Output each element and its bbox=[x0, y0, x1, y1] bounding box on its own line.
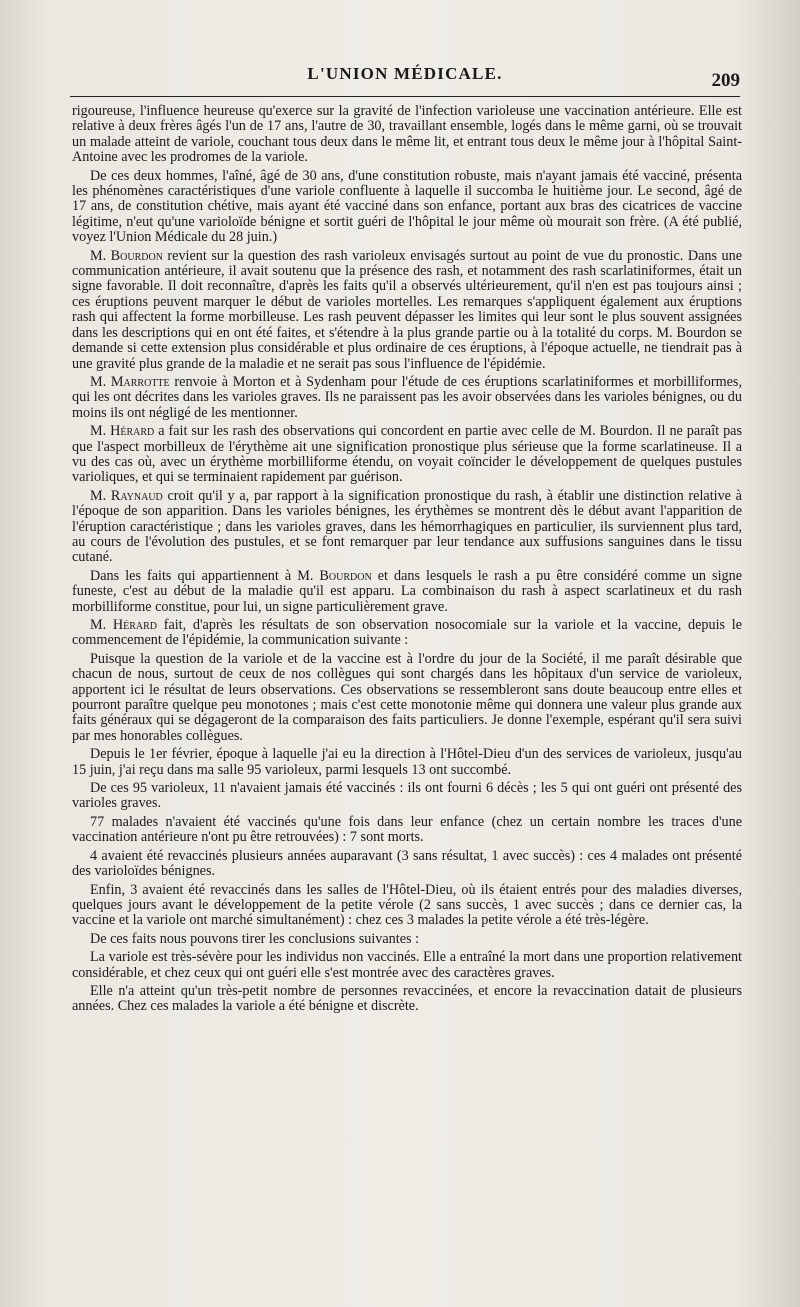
text-body bbox=[72, 104, 742, 1018]
speaker-name: M. Bourdon bbox=[90, 247, 163, 264]
speaker-name: M. Raynaud bbox=[90, 487, 163, 504]
paragraph-8: M. Hérard fait, d'après les résultats de son observation nosocomiale sur la variole et la vaccine, depuis le commencement de l'épidémie, la communication suivante : bbox=[72, 617, 742, 649]
paragraph-6: M. Raynaud croit qu'il y a, par rapport à la signification pronostique du rash, à établir une distinction relative à l'époque de son apparition. Dans les varioles bénignes, les érythèmes se montrent dès le début avant l'apparition de l'éruption caractéristique ; dans les varioles graves, dans les hémorrhagiques en particulier, ils surviennent plus tard, au cours de l'évolution des pustules, et se font remarquer par leur tendance aux suffusions sanguines dans le tissu cutané. bbox=[72, 487, 742, 566]
paragraph-3: M. Bourdon revient sur la question des rash varioleux envisagés surtout au point de vue du pronostic. Dans une communication antérieure, il avait soutenu que la présence des rash, et notamment des rash scarlatiniformes, était un signe favorable. Il doit reconnaître, d'après les faits qu'il a observés ultérieurement, qu'il n'en est pas toujours ainsi ; ces éruptions peuvent marquer le début de varioles mortelles. Les remarques s'appliquent également aux éruptions rash qui affectent la forme morbilleuse. Les rash peuvent dépasser les limites qui leur sont le plus souvent assignées dans les descriptions qui en ont été faites, et s'étendre à la plus grande partie ou à la totalité du corps. M. Bourdon se demande si cette extension plus considérable et plus ordinaire de ces éruptions, à l'époque actuelle, ne tiendrait pas à une gravité plus grande de la maladie et ne serait pas sous l'influence de l'épidémie. bbox=[72, 247, 742, 372]
paragraph-9: Puisque la question de la variole et de la vaccine est à l'ordre du jour de la Société, il me paraît désirable que chacun de nous, surtout de ceux de nos collègues qui sont chargés dans les hôpitaux d'un service de varioleux, apportent ici le résultat de leurs observations. Ces observations se ressembleront sans doute beaucoup entre elles et pourront paraître quelque peu monotones ; mais c'est cette monotonie même qui donnera une valeur plus grande aux faits généraux qui se dégageront de la comparaison des faits particuliers. Je donne l'exemple, espérant qu'il sera suivi par mes honorables collègues. bbox=[72, 650, 742, 744]
paragraph-13: 4 avaient été revaccinés plusieurs années auparavant (3 sans résultat, 1 avec succès) : ces 4 malades ont présenté des varioloïdes bénignes. bbox=[72, 847, 742, 880]
page-number: 209 bbox=[711, 70, 740, 91]
speaker-name: M. Marrotte bbox=[90, 373, 170, 390]
paragraph-10: Depuis le 1er février, époque à laquelle j'ai eu la direction à l'Hôtel-Dieu d'un des services de varioleux, jusqu'au 15 juin, j'ai reçu dans ma salle 95 varioleux, parmi lesquels 13 ont succombé. bbox=[72, 746, 742, 778]
speaker-name: M. Hérard bbox=[90, 617, 158, 633]
paragraph-14: Enfin, 3 avaient été revaccinés dans les salles de l'Hôtel-Dieu, où ils étaient entrés pour des maladies diverses, quelques jours avant le développement de la petite vérole (2 sans succès, 1 avec succès ; dans ce dernier cas, la vaccine et la variole ont marché simultanément) : chez ces 3 malades la petite vérole a été très-légère. bbox=[72, 881, 742, 929]
paragraph-1: rigoureuse, l'influence heureuse qu'exerce sur la gravité de l'infection varioleuse une vaccination antérieure. Elle est relative à deux frères âgés l'un de 17 ans, l'autre de 30, travaillant ensemble, logés dans le même garni, où se trouvait un malade atteint de variole, couchant tous deux dans le même lit, et entrant tous deux le même jour à l'hôpital Saint-Antoine avec les prodromes de la variole. bbox=[72, 103, 742, 166]
paragraph-7: Dans les faits qui appartiennent à M. Bourdon et dans lesquels le rash a pu être considéré comme un signe funeste, c'est au début de la maladie qu'il est apparu. La combinaison du rash à aspect scarlatineux et du rash morbilliforme constitue, pour lui, un signe particulièrement grave. bbox=[72, 567, 743, 615]
paragraph-4: M. Marrotte renvoie à Morton et à Sydenham pour l'étude de ces éruptions scarlatiniformes et morbilliformes, qui les ont décrites dans les varioles graves. Ils ne paraissent pas les avoir observées dans les varioles bénignes, ou du moins ils ont négligé de les mentionner. bbox=[72, 373, 742, 421]
speaker-name: M. Hérard bbox=[90, 423, 155, 440]
page-header bbox=[70, 60, 740, 97]
paragraph-17: Elle n'a atteint qu'un très-petit nombre de personnes revaccinées, et encore la revaccination datait de plusieurs années. Chez ces malades la variole a été bénigne et discrète. bbox=[72, 982, 742, 1015]
paragraph-15: De ces faits nous pouvons tirer les conclusions suivantes : bbox=[90, 930, 420, 947]
paragraph-11: De ces 95 varioleux, 11 n'avaient jamais été vaccinés : ils ont fourni 6 décès ; les 5 qui ont guéri ont présenté des varioles graves. bbox=[72, 780, 742, 812]
paragraph-12: 77 malades n'avaient été vaccinés qu'une fois dans leur enfance (chez un certain nombre les traces d'une vaccination antérieure n'ont pu être retrouvées) : 7 sont morts. bbox=[72, 813, 742, 846]
running-title: L'UNION MÉDICALE. bbox=[307, 64, 503, 83]
paragraph-5: M. Hérard a fait sur les rash des observations qui concordent en partie avec celle de M. Bourdon. Il ne paraît pas que l'aspect morbilleux de l'érythème ait une signification pronostique plus sérieuse que la forme scarlatineuse. Il a vu des cas où, avec un érythème morbilliforme étendu, on voyait coïncider le développement de quelques pustules varioliques, et qui se terminaient rapidement par guérison. bbox=[72, 423, 742, 486]
paragraph-16: La variole est très-sévère pour les individus non vaccinés. Elle a entraîné la mort dans une proportion relativement considérable, et chez ceux qui ont guéri elle s'est montrée avec des caractères graves. bbox=[72, 949, 742, 981]
speaker-name: M. Bourdon bbox=[297, 567, 372, 584]
paragraph-2: De ces deux hommes, l'aîné, âgé de 30 ans, d'une constitution robuste, mais n'ayant jamais été vacciné, présenta les phénomènes caractéristiques d'une variole confluente à laquelle il succomba le huitième jour. Le second, âgé de 17 ans, de constitution chétive, mais ayant été vacciné dans son enfance, portant aux bras des cicatrices de vaccine légitime, n'eut qu'une varioloïde bénigne et sortit guéri de l'hôpital le jour même où mourait son frère. (A été publié, voyez l'Union Médicale du 28 juin.) bbox=[72, 167, 742, 246]
